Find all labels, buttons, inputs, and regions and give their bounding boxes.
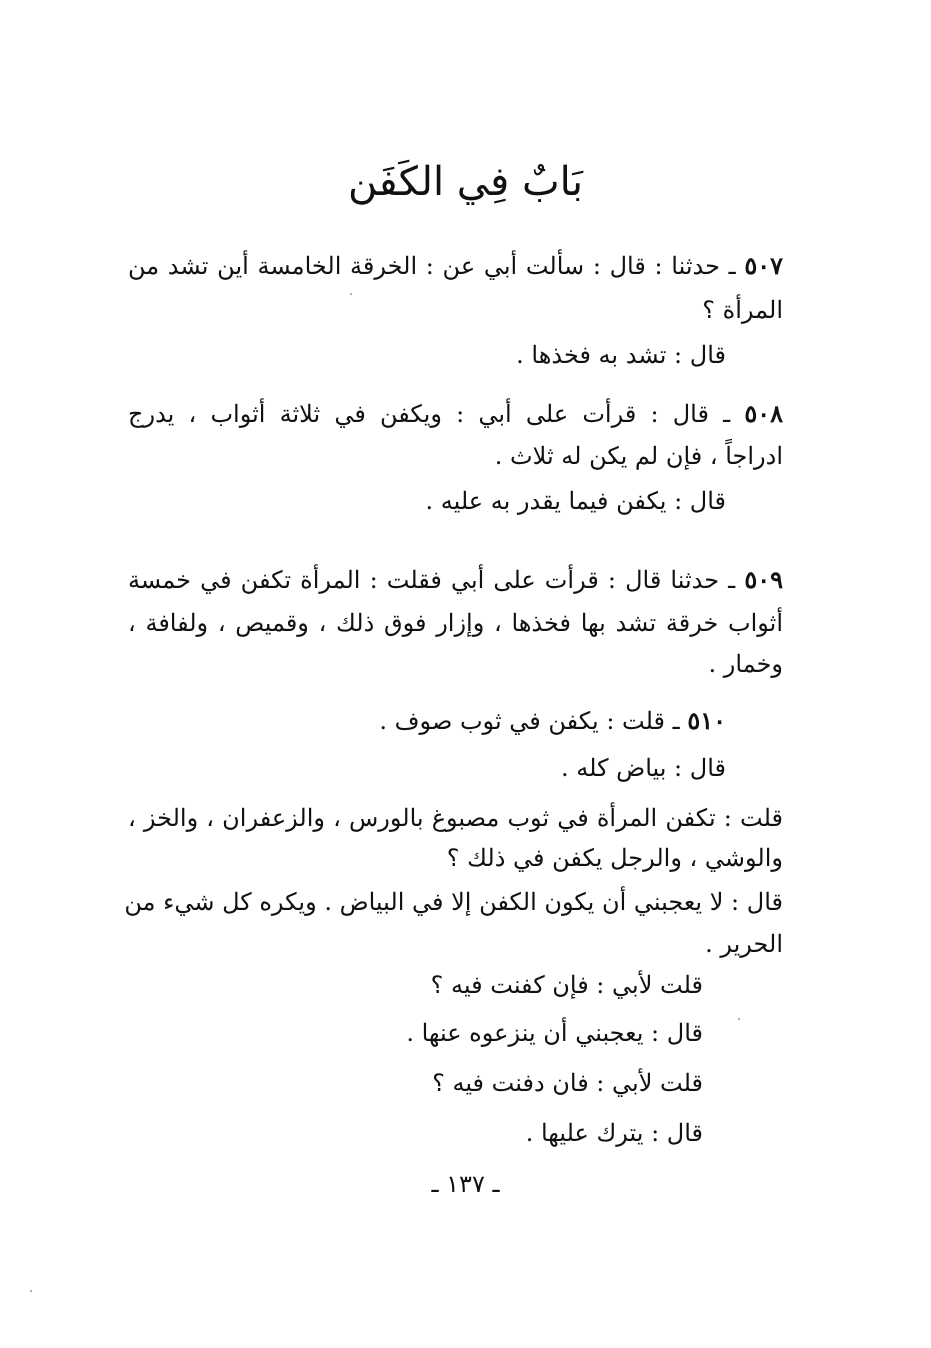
hadith-number-509: ٥٠٩ [744, 565, 783, 594]
text-line-14: قال : لا يعجبني أن يكون الكفن إلا في البياض . ويكره كل شيء من [124, 888, 783, 916]
scan-speck [738, 1018, 740, 1020]
text-line-9: وخمار . [708, 650, 783, 678]
text-line-15: الحرير . [705, 930, 783, 958]
text-line-10: ٥١٠ ـ قلت : يكفن في ثوب صوف . [379, 706, 726, 735]
hadith-number-508: ٥٠٨ [744, 399, 783, 428]
text-line-17: قال : يعجبني أن ينزعوه عنها . [406, 1019, 703, 1047]
text-line-6: قال : يكفن فيما يقدر به عليه . [425, 487, 726, 515]
text-line-1: ٥٠٧ ـ حدثنا : قال : سألت أبي عن : الخرقة الخامسة أين تشد من [128, 251, 783, 280]
page-number: ـ ١٣٧ ـ [431, 1170, 500, 1198]
text-line-3: قال : تشد به فخذها . [516, 341, 726, 369]
text-line-13: والوشي ، والرجل يكفن في ذلك ؟ [446, 844, 783, 872]
text-line-11: قال : بياض كله . [561, 754, 726, 782]
scan-speck [350, 293, 352, 295]
hadith-number-510: ٥١٠ [687, 706, 726, 735]
text-line-8: أثواب خرقة تشد بها فخذها ، وإزار فوق ذلك ، وقميص ، ولفافة ، [128, 609, 783, 637]
text-line-2: المرأة ؟ [702, 296, 783, 324]
chapter-title: بَابٌ فِي الكَفَن [348, 159, 583, 205]
text-line-4: ٥٠٨ ـ قال : قرأت على أبي : ويكفن في ثلاثة أثواب ، يدرج [128, 399, 783, 428]
text-line-16: قلت لأبي : فإن كفنت فيه ؟ [430, 971, 703, 999]
text-line-5: ادراجاً ، فإن لم يكن له ثلاث . [494, 442, 783, 470]
scan-speck [30, 1290, 32, 1292]
text-line-18: قلت لأبي : فان دفنت فيه ؟ [432, 1069, 703, 1097]
text-line-19: قال : يترك عليها . [525, 1119, 703, 1147]
text-line-12: قلت : تكفن المرأة في ثوب مصبوغ بالورس ، والزعفران ، والخز ، [128, 804, 783, 832]
text-line-7: ٥٠٩ ـ حدثنا قال : قرأت على أبي فقلت : المرأة تكفن في خمسة [128, 565, 783, 594]
hadith-number-507: ٥٠٧ [744, 251, 783, 280]
